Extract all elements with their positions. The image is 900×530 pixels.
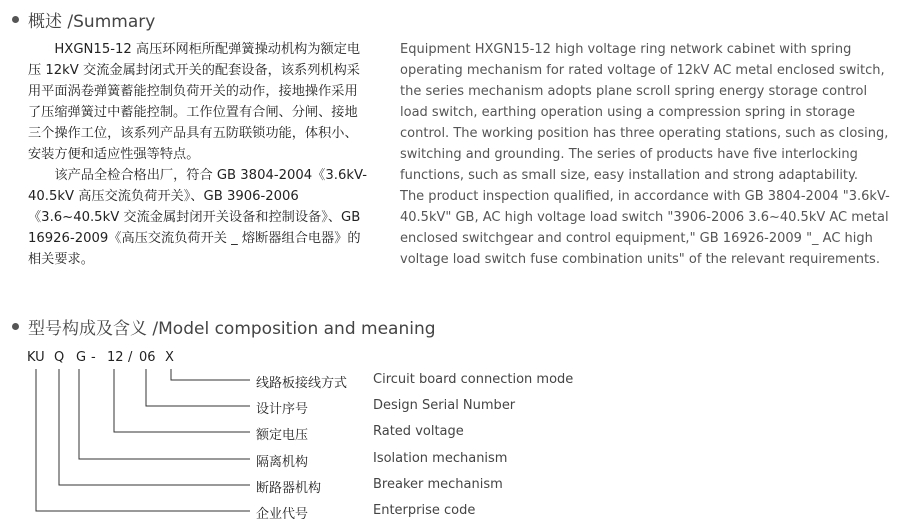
code-part-06: 06 [139,350,156,365]
code-part-x: X [165,350,174,365]
summary-title: 概述 /Summary [28,12,156,32]
row-cn-breaker: 断路器机构 [256,481,322,496]
code-part-12: 12 [107,350,124,365]
row-en-design-serial: Design Serial Number [373,398,516,413]
code-part-dash: - [91,350,96,365]
model-title: 型号构成及含义 /Model composition and meaning [28,319,436,339]
row-cn-circuit-board: 线路板接线方式 [256,376,348,391]
summary-en-paragraph-1: Equipment HXGN15-12 high voltage ring network cabinet with spring operating mechanism for rated voltage of 12kV AC metal enclosed switch, the series mechanism adopts plane scroll spring energy storage control load switch, earthing operation using a compression spring in storage control. The working position has three operating stations, such as closing, switching and grounding. The series of products have five interlocking functions, such as small size, easy installation and strong adaptability. [400,42,889,183]
connector-line-rated-voltage [114,369,250,432]
summary-cn-paragraph-1: HXGN15-12 高压环网柜所配弹簧操动机构为额定电压 12kV 交流金属封闭式开关的配套设备，该系列机构采用平面涡卷弹簧蓄能控制负荷开关的动作，接地操作采用了压缩弹簧过中蓄能控制。工作位置有合闸、分闸、接地三个操作工位，该系列产品具有五防联锁功能，体积小、安装方便和适应性强等特点。 [28,42,361,162]
code-part-q: Q [54,350,65,365]
row-cn-isolation: 隔离机构 [256,455,309,470]
row-en-circuit-board: Circuit board connection mode [373,372,574,387]
connector-line-design-serial [146,369,250,406]
connector-line-isolation [79,369,250,459]
connector-line-breaker [59,369,250,485]
row-en-enterprise: Enterprise code [373,503,476,518]
row-cn-rated-voltage: 额定电压 [256,428,309,443]
code-part-g: G [76,350,87,365]
summary-en-paragraph-2: The product inspection qualified, in accordance with GB 3804-2004 "3.6kV-40.5kV" GB, AC high voltage load switch "3906-2006 3.6~40.5kV AC metal enclosed switchgear and control equipment," GB 16926-2009 "_ AC high voltage load switch fuse combination units" of the relevant requirements. [400,189,890,267]
row-en-rated-voltage: Rated voltage [373,424,464,439]
row-en-isolation: Isolation mechanism [373,451,508,466]
row-cn-design-serial: 设计序号 [256,402,309,417]
summary-cn-paragraph-2: 该产品全检合格出厂，符合 GB 3804-2004《3.6kV-40.5kV 高压交流负荷开关》、GB 3906-2006《3.6~40.5kV 交流金属封闭开关设备和控制设备》、GB 16926-2009《高压交流负荷开关 _ 熔断器组合电器》的相关要求。 [28,168,367,267]
connector-line-circuit-board [171,369,250,380]
row-en-breaker: Breaker mechanism [373,477,503,492]
connector-line-enterprise [36,369,250,511]
row-cn-enterprise: 企业代号 [256,507,309,522]
code-part-ku: KU [27,350,45,365]
code-part-slash: / [128,350,133,365]
